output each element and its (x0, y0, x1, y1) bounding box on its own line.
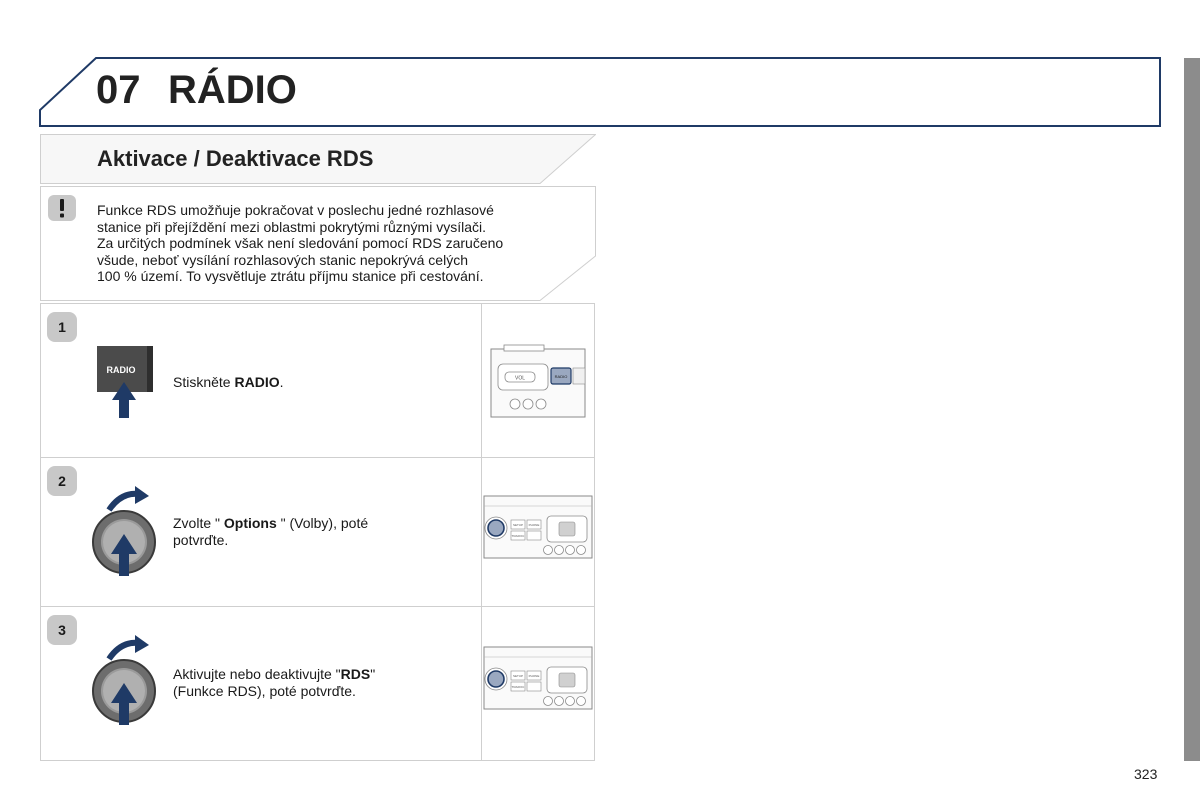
step-1-text: Stiskněte RADIO. (173, 374, 284, 390)
radio-button-label: RADIO (106, 365, 136, 375)
svg-text:TRAFFIC: TRAFFIC (511, 685, 525, 689)
step-3 (40, 606, 595, 761)
rotate-and-press-knob-icon (91, 633, 161, 729)
svg-text:VOL: VOL (514, 375, 526, 382)
svg-text:TRAFFIC: TRAFFIC (511, 534, 525, 538)
step-1 (40, 303, 595, 458)
section-title: Aktivace / Deaktivace RDS (97, 146, 374, 171)
chapter-title: RÁDIO (168, 68, 297, 112)
step-badge-3 (47, 615, 77, 645)
step-3-text: Aktivujte nebo deaktivujte "RDS" (Funkce RDS), poté potvrďte. (173, 666, 376, 699)
warning-exclamation-icon (47, 194, 77, 222)
radio-panel-knob-illustration (483, 492, 593, 562)
step-number: 2 (58, 473, 66, 489)
warning-line: stanice při přejíždění mezi oblastmi pokrytými různými vysílači. (97, 218, 487, 235)
step-divider (481, 458, 482, 606)
chapter-number: 07 (96, 68, 141, 112)
chapter-side-tab (1184, 58, 1200, 761)
step-badge-2 (47, 466, 77, 496)
warning-line: Za určitých podmínek však není sledování pomocí RDS zaručeno (97, 235, 504, 251)
warning-text (97, 202, 577, 285)
svg-text:PHONE: PHONE (528, 523, 540, 527)
radio-panel-illustration (490, 344, 586, 420)
step-2-text: Zvolte " Options " (Volby), poté potvrďte. (173, 515, 369, 548)
warning-line: všude, neboť vysílání rozhlasových stanic nepokrývá celých (97, 251, 468, 268)
step-divider (481, 607, 482, 760)
step-divider (481, 304, 482, 457)
step-2 (40, 457, 595, 607)
radio-button-press-icon (91, 342, 161, 422)
warning-line: 100 % území. To vysvětluje ztrátu příjmu stanice při cestování. (97, 268, 484, 284)
svg-text:SETUP: SETUP (512, 674, 524, 678)
radio-panel-knob-illustration (483, 643, 593, 713)
step-number: 3 (58, 622, 66, 638)
svg-text:PHONE: PHONE (528, 674, 540, 678)
chapter-header (0, 0, 1200, 140)
svg-text:RADIO: RADIO (554, 374, 568, 379)
page-number: 323 (1134, 766, 1158, 782)
rotate-and-press-knob-icon (91, 484, 161, 580)
warning-line: Funkce RDS umožňuje pokračovat v poslechu jedné rozhlasové (97, 202, 494, 218)
step-number: 1 (58, 319, 66, 335)
step-badge-1 (47, 312, 77, 342)
svg-text:SETUP: SETUP (512, 523, 524, 527)
